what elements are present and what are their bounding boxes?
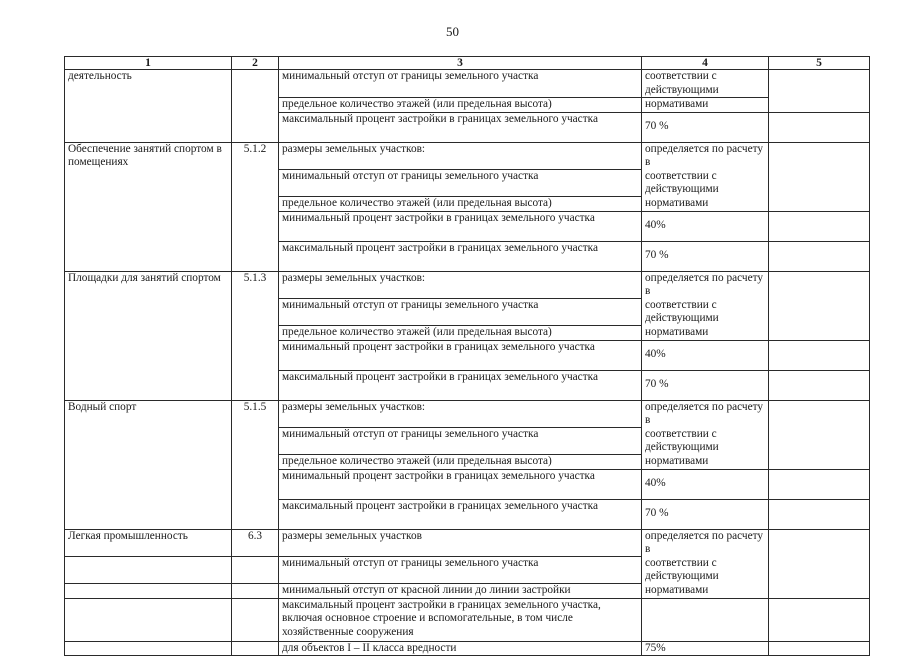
note-cell: [769, 499, 870, 529]
value-cell: соответствии с действующими: [642, 70, 769, 98]
note-cell: [769, 70, 870, 113]
value-cell: 70 %: [642, 241, 769, 271]
land-use-code-cell: 5.1.5: [232, 400, 279, 529]
note-cell: [769, 370, 870, 400]
parameter-cell: максимальный процент застройки в границах земельного участка: [279, 241, 642, 271]
note-cell: [769, 211, 870, 241]
table-row: [65, 400, 870, 428]
parameter-cell: для объектов I – II класса вредности: [279, 641, 642, 656]
land-use-code-cell: [232, 557, 279, 584]
land-use-code-cell: [232, 598, 279, 641]
land-use-type-cell: [65, 557, 232, 584]
value-cell: 75%: [642, 641, 769, 656]
parameter-cell: предельное количество этажей (или предельная высота): [279, 197, 642, 212]
land-use-code-cell: 6.3: [232, 529, 279, 557]
note-cell: [769, 340, 870, 370]
value-cell: определяется по расчету в: [642, 529, 769, 557]
land-use-type-cell: [65, 584, 232, 599]
value-cell: 70 %: [642, 370, 769, 400]
parameter-cell: минимальный отступ от красной линии до линии застройки: [279, 584, 642, 599]
parameter-cell: минимальный процент застройки в границах земельного участка: [279, 211, 642, 241]
value-cell: [642, 598, 769, 641]
value-cell: определяется по расчету в: [642, 400, 769, 428]
land-use-code-cell: [232, 584, 279, 599]
zoning-regulations-table: [64, 56, 870, 656]
note-cell: [769, 598, 870, 641]
value-cell: 70 %: [642, 499, 769, 529]
column-header-4: 4: [642, 57, 769, 70]
table-row: [65, 557, 870, 584]
parameter-cell: минимальный процент застройки в границах земельного участка: [279, 469, 642, 499]
value-cell: 40%: [642, 469, 769, 499]
column-header-5: 5: [769, 57, 870, 70]
parameter-cell: минимальный отступ от границы земельного участка: [279, 170, 642, 197]
land-use-code-cell: [232, 70, 279, 143]
land-use-type-cell: [65, 598, 232, 641]
table-row: [65, 641, 870, 656]
column-header-1: 1: [65, 57, 232, 70]
parameter-cell: максимальный процент застройки в границах земельного участка: [279, 499, 642, 529]
land-use-type-cell: [65, 641, 232, 656]
land-use-type-cell: Площадки для занятий спортом: [65, 271, 232, 400]
land-use-code-cell: 5.1.3: [232, 271, 279, 400]
table-row: [65, 70, 870, 98]
parameter-cell: размеры земельных участков:: [279, 271, 642, 299]
value-cell: определяется по расчету в: [642, 142, 769, 170]
note-cell: [769, 271, 870, 340]
land-use-type-cell: деятельность: [65, 70, 232, 143]
parameter-cell: минимальный процент застройки в границах земельного участка: [279, 340, 642, 370]
land-use-type-cell: Водный спорт: [65, 400, 232, 529]
value-cell: 70 %: [642, 112, 769, 142]
table-row: [65, 142, 870, 170]
value-cell: определяется по расчету в: [642, 271, 769, 299]
land-use-code-cell: [232, 641, 279, 656]
parameter-cell: максимальный процент застройки в границах земельного участка, включая основное строение и вспомогательные, в том числе хозяйственные сооружения: [279, 598, 642, 641]
parameter-cell: минимальный отступ от границы земельного участка: [279, 428, 642, 455]
note-cell: [769, 142, 870, 211]
parameter-cell: размеры земельных участков:: [279, 400, 642, 428]
value-cell: нормативами: [642, 455, 769, 470]
value-cell: нормативами: [642, 98, 769, 113]
parameter-cell: максимальный процент застройки в границах земельного участка: [279, 370, 642, 400]
page-number: 50: [446, 24, 459, 39]
parameter-cell: размеры земельных участков:: [279, 142, 642, 170]
value-cell: соответствии с действующими: [642, 428, 769, 455]
land-use-type-cell: Обеспечение занятий спортом в помещениях: [65, 142, 232, 271]
parameter-cell: предельное количество этажей (или предельная высота): [279, 98, 642, 113]
value-cell: соответствии с действующими: [642, 557, 769, 584]
value-cell: нормативами: [642, 197, 769, 212]
value-cell: нормативами: [642, 326, 769, 341]
note-cell: [769, 400, 870, 469]
parameter-cell: максимальный процент застройки в границах земельного участка: [279, 112, 642, 142]
table-row: [65, 271, 870, 299]
parameter-cell: минимальный отступ от границы земельного участка: [279, 70, 642, 98]
column-header-2: 2: [232, 57, 279, 70]
table-row: [65, 584, 870, 599]
table-row: [65, 598, 870, 641]
value-cell: соответствии с действующими: [642, 299, 769, 326]
land-use-code-cell: 5.1.2: [232, 142, 279, 271]
column-header-3: 3: [279, 57, 642, 70]
note-cell: [769, 641, 870, 656]
value-cell: 40%: [642, 340, 769, 370]
parameter-cell: предельное количество этажей (или предельная высота): [279, 455, 642, 470]
parameter-cell: предельное количество этажей (или предельная высота): [279, 326, 642, 341]
parameter-cell: размеры земельных участков: [279, 529, 642, 557]
table-header-row: [65, 57, 870, 70]
parameter-cell: минимальный отступ от границы земельного участка: [279, 557, 642, 584]
land-use-type-cell: Легкая промышленность: [65, 529, 232, 557]
value-cell: 40%: [642, 211, 769, 241]
parameter-cell: минимальный отступ от границы земельного участка: [279, 299, 642, 326]
value-cell: нормативами: [642, 584, 769, 599]
note-cell: [769, 529, 870, 598]
note-cell: [769, 469, 870, 499]
value-cell: соответствии с действующими: [642, 170, 769, 197]
note-cell: [769, 241, 870, 271]
table-row: [65, 529, 870, 557]
note-cell: [769, 112, 870, 142]
